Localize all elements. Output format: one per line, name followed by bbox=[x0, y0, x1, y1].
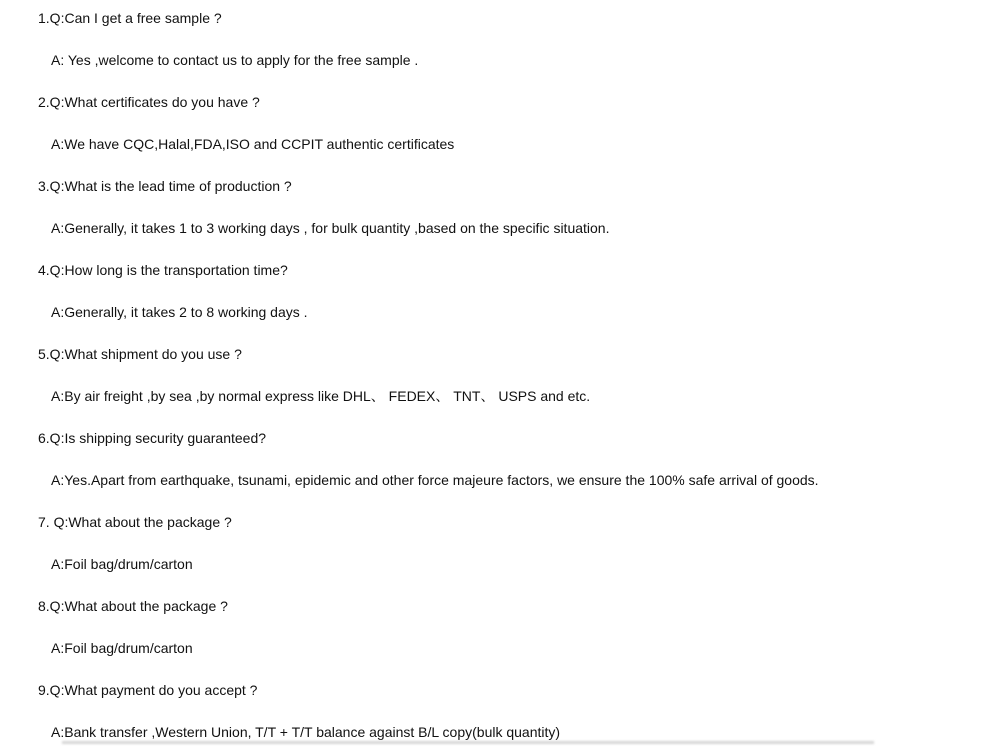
faq-item bbox=[0, 333, 1000, 417]
faq-question: 1.Q:Can I get a free sample ? bbox=[38, 10, 222, 26]
faq-question: 8.Q:What about the package ? bbox=[38, 598, 228, 614]
faq-question: 7. Q:What about the package ? bbox=[38, 514, 232, 530]
faq-item bbox=[0, 417, 1000, 501]
faq-answer: A:Generally, it takes 2 to 8 working days . bbox=[51, 304, 308, 320]
faq-question: 6.Q:Is shipping security guaranteed? bbox=[38, 430, 267, 446]
faq-answer: A:Foil bag/drum/carton bbox=[51, 640, 193, 656]
faq-question: 2.Q:What certificates do you have ? bbox=[38, 94, 260, 110]
faq-answer: A:Bank transfer ,Western Union, T/T + T/T balance against B/L copy(bulk quantity) bbox=[51, 724, 561, 740]
faq-answer: A:Yes.Apart from earthquake, tsunami, epidemic and other force majeure factors, we ensure the 100% safe arrival of goods. bbox=[51, 472, 819, 488]
faq-question: 9.Q:What payment do you accept ? bbox=[38, 682, 258, 698]
faq-item bbox=[0, 81, 1000, 165]
faq-answer: A:By air freight ,by sea ,by normal express like DHL、 FEDEX、 TNT、 USPS and etc. bbox=[51, 388, 591, 404]
faq-item bbox=[0, 585, 1000, 669]
cutoff-next-text-line bbox=[62, 741, 874, 744]
faq-answer: A: Yes ,welcome to contact us to apply for the free sample . bbox=[51, 52, 419, 68]
faq-answer: A:We have CQC,Halal,FDA,ISO and CCPIT authentic certificates bbox=[51, 136, 455, 152]
faq-item bbox=[0, 0, 1000, 81]
faq-question: 4.Q:How long is the transportation time? bbox=[38, 262, 288, 278]
faq-answer: A:Foil bag/drum/carton bbox=[51, 556, 193, 572]
faq-answer: A:Generally, it takes 1 to 3 working days , for bulk quantity ,based on the specific situation. bbox=[51, 220, 610, 236]
faq-question: 3.Q:What is the lead time of production ? bbox=[38, 178, 292, 194]
faq-item bbox=[0, 501, 1000, 585]
faq-item bbox=[0, 249, 1000, 333]
faq-question: 5.Q:What shipment do you use ? bbox=[38, 346, 242, 362]
faq-item bbox=[0, 165, 1000, 249]
